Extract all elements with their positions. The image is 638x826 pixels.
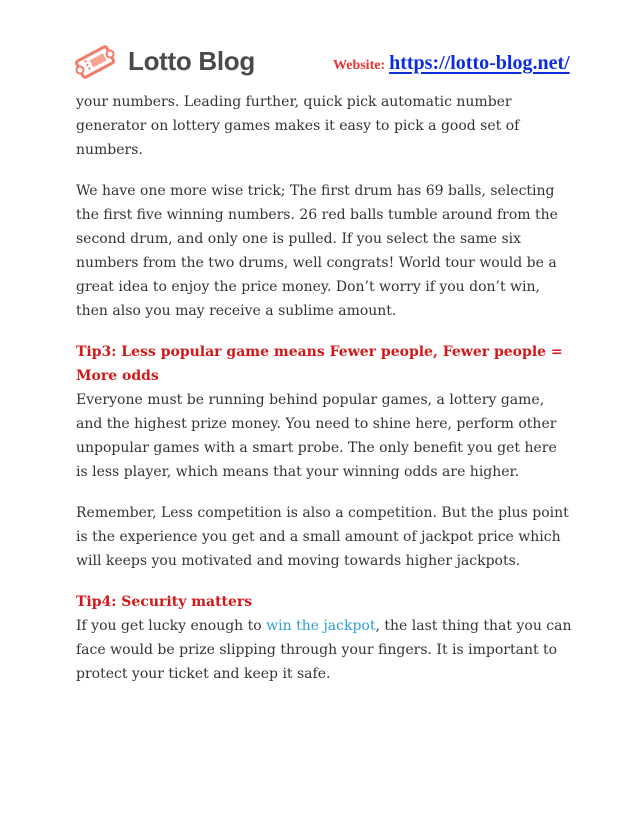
- ticket-icon: [74, 44, 116, 80]
- brand-name: Lotto Blog: [128, 46, 255, 76]
- paragraph-3: Everyone must be running behind popular games, a lottery game, and the highest prize money. You need to shine here, perform other unpopular games with a smart probe. The only benefit you get here is less player, which means that your winning odds are higher.: [76, 392, 557, 480]
- paragraph-2: We have one more wise trick; The first drum has 69 balls, selecting the first five winning numbers. 26 red balls tumble around from the second drum, and only one is pulled. If you select the same six numbers from the two drums, well congrats! World tour would be a great idea to enjoy the price money. Don’t worry if you don’t win, then also you may receive a sublime amount.: [76, 183, 558, 319]
- tip3-heading: Tip3: Less popular game means Fewer people, Fewer people = More odds: [76, 344, 563, 384]
- win-the-jackpot-link[interactable]: win the jackpot: [266, 618, 376, 634]
- website-url-link[interactable]: https://lotto-blog.net/: [389, 52, 570, 74]
- paragraph-4: Remember, Less competition is also a competition. But the plus point is the experience you get and a small amount of jackpot price which will keeps you motivated and moving towards higher jackpots.: [76, 505, 569, 569]
- website-line: [333, 52, 570, 75]
- tip4-heading: Tip4: Security matters: [76, 594, 253, 610]
- paragraph-5-end: , the last thing that you can face would be prize slipping through your fingers. It is important to protect your ticket and keep it safe.: [76, 618, 572, 682]
- paragraph-5: [76, 614, 572, 686]
- header: [0, 0, 638, 90]
- paragraph-5-start: If you get lucky enough to: [76, 618, 267, 634]
- paragraph-1: your numbers. Leading further, quick pick automatic number generator on lottery games makes it easy to pick a good set of numbers.: [76, 94, 520, 158]
- article-body: [76, 90, 572, 686]
- website-label: Website:: [333, 58, 386, 73]
